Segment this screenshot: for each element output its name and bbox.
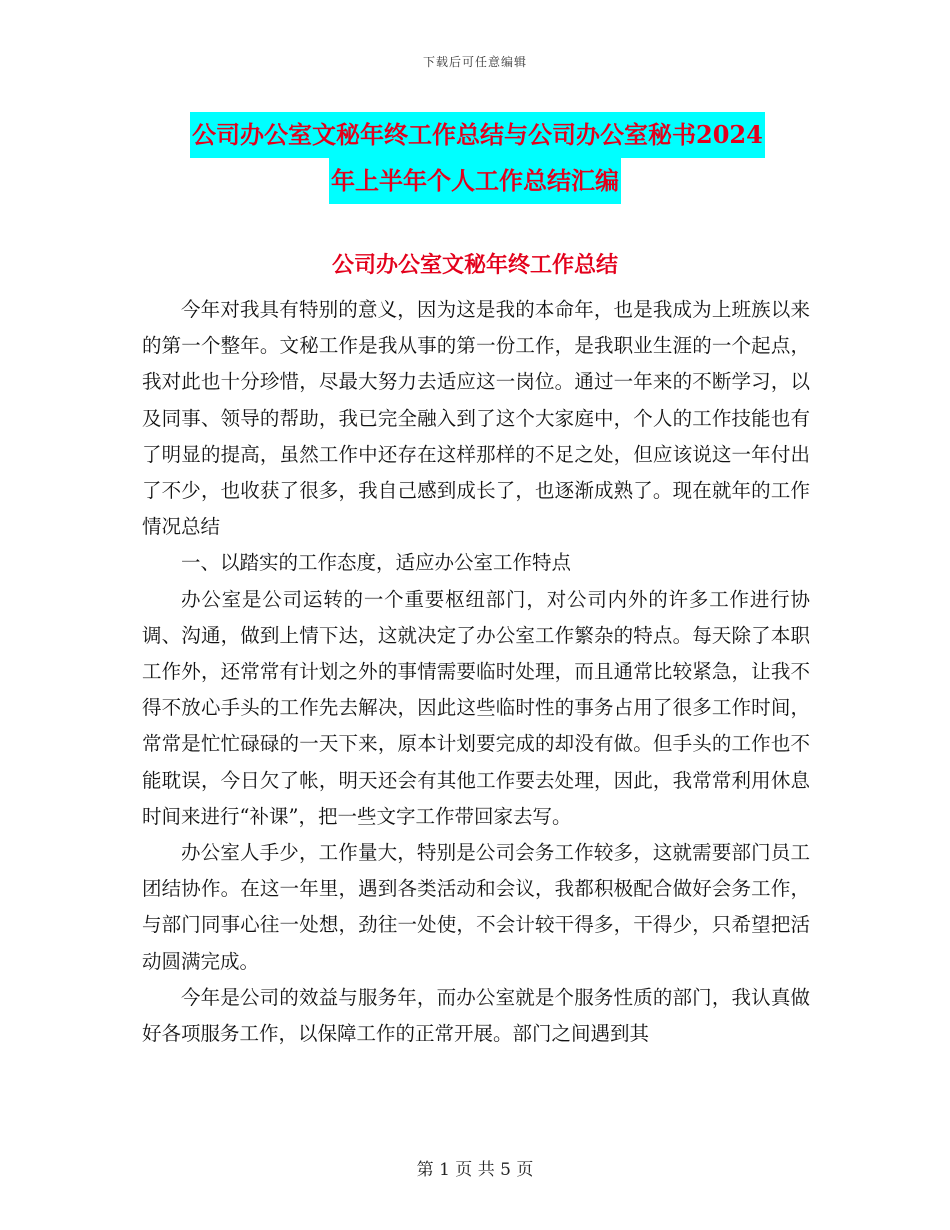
- page-number: 第 1 页 共 5 页: [416, 1160, 534, 1180]
- paragraph: 今年是公司的效益与服务年，而办公室就是个服务性质的部门，我认真做好各项服务工作，以保障工作的正常开展。部门之间遇到其: [142, 985, 810, 1046]
- paragraph: 今年对我具有特别的意义，因为这是我的本命年，也是我成为上班族以来的第一个整年。文秘工作是我从事的第一份工作，是我职业生涯的一个起点，我对此也十分珍惜，尽最大努力去适应这一岗位。通过一年来的不断学习，以及同事、领导的帮助，我已完全融入到了这个大家庭中，个人的工作技能也有了明显的提高，虽然工作中还存在这样那样的不足之处，但应该说这一年付出了不少，也收获了很多，我自己感到成长了，也逐渐成熟了。现在就年的工作情况总结: [142, 298, 810, 539]
- document-title: [140, 112, 810, 204]
- section-title: 公司办公室文秘年终工作总结: [331, 252, 618, 278]
- document-title-line-2: 年上半年个人工作总结汇编: [329, 158, 621, 204]
- document-title-line-1: 公司办公室文秘年终工作总结与公司办公室秘书2024: [190, 112, 765, 158]
- download-note: 下载后可任意编辑: [422, 55, 527, 69]
- document-body: [142, 292, 810, 1052]
- paragraph: 一、以踏实的工作态度，适应办公室工作特点: [181, 551, 572, 575]
- paragraph: 办公室人手少，工作量大，特别是公司会务工作较多，这就需要部门员工团结协作。在这一年里，遇到各类活动和会议，我都积极配合做好会务工作，与部门同事心往一处想，劲往一处使，不会计较干得多，干得少，只希望把活动圆满完成。: [142, 841, 810, 973]
- paragraph: 办公室是公司运转的一个重要枢纽部门，对公司内外的许多工作进行协调、沟通，做到上情下达，这就决定了办公室工作繁杂的特点。每天除了本职工作外，还常常有计划之外的事情需要临时处理，而且通常比较紧急，让我不得不放心手头的工作先去解决，因此这些临时性的事务占用了很多工作时间，常常是忙忙碌碌的一天下来，原本计划要完成的却没有做。但手头的工作也不能耽误，今日欠了帐，明天还会有其他工作要去处理，因此，我常常利用休息时间来进行“补课”，把一些文字工作带回家去写。: [142, 587, 810, 828]
